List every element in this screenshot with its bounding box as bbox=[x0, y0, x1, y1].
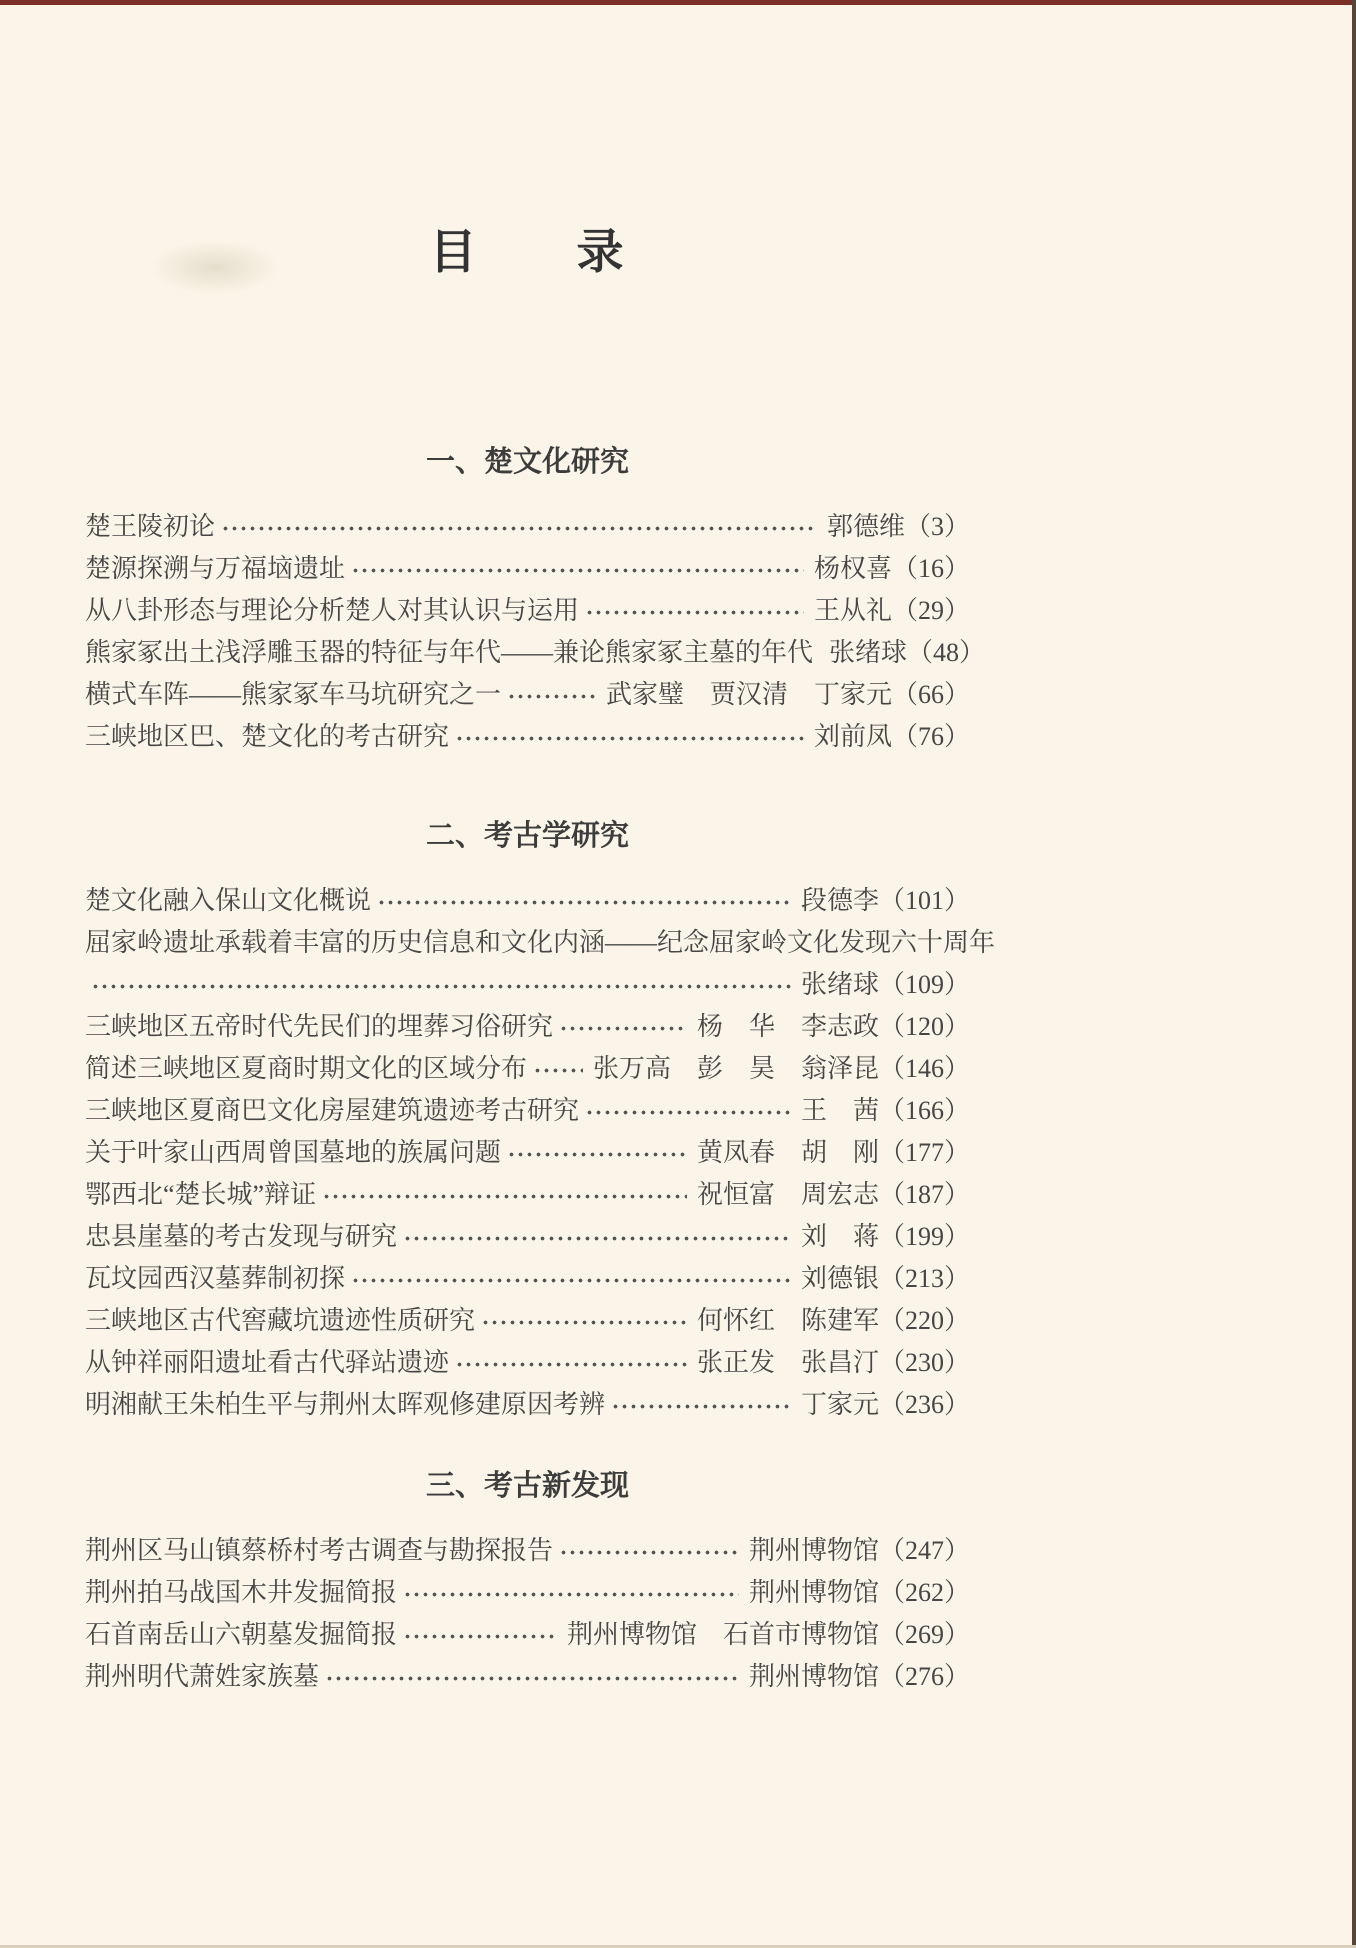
entry-authors: 张绪球 bbox=[800, 970, 879, 999]
entry-authors: 段德李 bbox=[800, 886, 879, 915]
entry-page: （ 236 ） bbox=[879, 1384, 970, 1426]
toc-section bbox=[85, 816, 996, 1426]
entry-title: 三峡地区古代窖藏坑遗迹性质研究 bbox=[85, 1306, 476, 1335]
dot-leader bbox=[403, 1614, 557, 1656]
scan-edge-right bbox=[1352, 0, 1356, 1948]
entry-title: 楚文化融入保山文化概说 bbox=[85, 886, 372, 915]
toc-entry bbox=[85, 1258, 970, 1300]
entry-title: 简述三峡地区夏商时期文化的区域分布 bbox=[85, 1054, 528, 1083]
entry-page: （ 166 ） bbox=[879, 1090, 970, 1132]
toc-content bbox=[85, 0, 996, 1698]
dot-leader bbox=[322, 1174, 687, 1216]
entry-authors: 丁家元 bbox=[800, 1390, 879, 1419]
entry-title: 鄂西北“楚长城”辩证 bbox=[85, 1180, 317, 1209]
dot-leader bbox=[611, 1384, 791, 1426]
entry-page: （ 230 ） bbox=[879, 1342, 970, 1384]
toc-entry bbox=[85, 1614, 970, 1656]
toc-entry bbox=[85, 922, 996, 1006]
entry-authors: 王 茜 bbox=[800, 1096, 879, 1125]
dot-leader bbox=[559, 1530, 739, 1572]
dot-leader bbox=[481, 1300, 687, 1342]
toc-entry bbox=[85, 1174, 970, 1216]
entry-authors: 张万高 彭 昊 翁泽昆 bbox=[592, 1054, 879, 1083]
dot-leader bbox=[507, 1132, 687, 1174]
entry-authors: 刘德银 bbox=[800, 1264, 879, 1293]
toc-entry bbox=[85, 716, 970, 758]
entry-page: （ 16 ） bbox=[892, 548, 970, 590]
entry-title-line bbox=[85, 922, 996, 964]
entry-page: （ 29 ） bbox=[892, 590, 970, 632]
dot-leader bbox=[455, 1342, 687, 1384]
entry-title: 瓦坟园西汉墓葬制初探 bbox=[85, 1264, 346, 1293]
toc-entry bbox=[85, 674, 970, 716]
dot-leader bbox=[403, 1572, 739, 1614]
entry-page: （ 276 ） bbox=[879, 1656, 970, 1698]
toc-entry bbox=[85, 1132, 970, 1174]
toc-entry bbox=[85, 1530, 970, 1572]
dot-leader bbox=[377, 880, 791, 922]
entry-title: 荆州拍马战国木井发掘简报 bbox=[85, 1578, 398, 1607]
entry-authors: 荆州博物馆 bbox=[748, 1662, 879, 1691]
entry-authors: 祝恒富 周宏志 bbox=[696, 1180, 879, 1209]
toc-entry bbox=[85, 1006, 970, 1048]
dot-leader bbox=[533, 1048, 583, 1090]
toc-entry bbox=[85, 1048, 970, 1090]
entry-page: （ 48 ） bbox=[907, 632, 985, 674]
entry-authors: 荆州博物馆 bbox=[748, 1536, 879, 1565]
entry-page: （ 247 ） bbox=[879, 1530, 970, 1572]
entry-ref-line bbox=[85, 964, 970, 1006]
entry-page: （ 101 ） bbox=[879, 880, 970, 922]
toc-sections bbox=[85, 442, 996, 1698]
entry-page: （ 187 ） bbox=[879, 1174, 970, 1216]
dot-leader bbox=[403, 1216, 791, 1258]
entry-title: 荆州区马山镇蔡桥村考古调查与勘探报告 bbox=[85, 1536, 554, 1565]
entry-page: （ 76 ） bbox=[892, 716, 970, 758]
entry-title: 屈家岭遗址承载着丰富的历史信息和文化内涵——纪念屈家岭文化发现六十周年 bbox=[85, 928, 996, 957]
entry-page: （ 177 ） bbox=[879, 1132, 970, 1174]
dot-leader bbox=[221, 506, 817, 548]
entry-title: 横式车阵——熊家冢车马坑研究之一 bbox=[85, 680, 502, 709]
toc-entry bbox=[85, 1656, 970, 1698]
entry-page: （ 213 ） bbox=[879, 1258, 970, 1300]
toc-entry bbox=[85, 1216, 970, 1258]
toc-entry bbox=[85, 880, 970, 922]
entry-title: 楚王陵初论 bbox=[85, 512, 216, 541]
entry-authors: 王从礼 bbox=[813, 596, 892, 625]
entry-page: （ 146 ） bbox=[879, 1048, 970, 1090]
toc-entry bbox=[85, 1384, 970, 1426]
entry-authors: 杨 华 李志政 bbox=[696, 1012, 879, 1041]
dot-leader bbox=[325, 1656, 739, 1698]
entry-title: 石首南岳山六朝墓发掘简报 bbox=[85, 1620, 398, 1649]
entry-title: 荆州明代萧姓家族墓 bbox=[85, 1662, 320, 1691]
entry-authors: 郭德维 bbox=[826, 512, 905, 541]
section-entries bbox=[85, 1530, 970, 1698]
section-heading: 三、考古新发现 bbox=[425, 1470, 629, 1502]
entry-authors: 武家璧 贾汉清 丁家元 bbox=[605, 680, 892, 709]
toc-entry bbox=[85, 506, 970, 548]
toc-entry bbox=[85, 1572, 970, 1614]
entry-page: （ 3 ） bbox=[905, 506, 970, 548]
entry-title: 三峡地区巴、楚文化的考古研究 bbox=[85, 722, 450, 751]
toc-entry bbox=[85, 590, 970, 632]
section-heading: 二、考古学研究 bbox=[425, 820, 629, 852]
entry-authors: 刘 蒋 bbox=[800, 1222, 879, 1251]
toc-section bbox=[85, 442, 970, 758]
entry-title: 三峡地区五帝时代先民们的埋葬习俗研究 bbox=[85, 1012, 554, 1041]
entry-authors: 杨权喜 bbox=[813, 554, 892, 583]
toc-entry bbox=[85, 632, 970, 674]
entry-page: （ 269 ） bbox=[879, 1614, 970, 1656]
toc-entry bbox=[85, 1342, 970, 1384]
entry-authors: 黄凤春 胡 刚 bbox=[696, 1138, 879, 1167]
entry-page: （ 199 ） bbox=[879, 1216, 970, 1258]
entry-page: （ 220 ） bbox=[879, 1300, 970, 1342]
entry-page: （ 120 ） bbox=[879, 1006, 970, 1048]
entry-title: 忠县崖墓的考古发现与研究 bbox=[85, 1222, 398, 1251]
dot-leader bbox=[455, 716, 804, 758]
dot-leader bbox=[351, 1258, 791, 1300]
entry-title: 三峡地区夏商巴文化房屋建筑遗迹考古研究 bbox=[85, 1096, 580, 1125]
entry-authors: 何怀红 陈建军 bbox=[696, 1306, 879, 1335]
dot-leader bbox=[91, 964, 791, 1006]
toc-entry bbox=[85, 1090, 970, 1132]
entry-authors: 张绪球 bbox=[829, 638, 908, 667]
entry-page: （ 109 ） bbox=[879, 964, 970, 1006]
dot-leader bbox=[585, 1090, 791, 1132]
dot-leader bbox=[559, 1006, 687, 1048]
entry-authors: 荆州博物馆 石首市博物馆 bbox=[566, 1620, 879, 1649]
entry-authors: 刘前凤 bbox=[813, 722, 892, 751]
dot-leader bbox=[507, 674, 596, 716]
section-entries bbox=[85, 880, 996, 1426]
section-heading: 一、楚文化研究 bbox=[425, 446, 629, 478]
entry-title: 从八卦形态与理论分析楚人对其认识与运用 bbox=[85, 596, 580, 625]
toc-entry bbox=[85, 548, 970, 590]
entry-title: 明湘献王朱柏生平与荆州太晖观修建原因考辨 bbox=[85, 1390, 606, 1419]
entry-title: 关于叶家山西周曾国墓地的族属问题 bbox=[85, 1138, 502, 1167]
entry-title: 楚源探溯与万福垴遗址 bbox=[85, 554, 346, 583]
section-entries bbox=[85, 506, 970, 758]
page-title: 目 录 bbox=[429, 227, 626, 279]
entry-title: 从钟祥丽阳遗址看古代驿站遗迹 bbox=[85, 1348, 450, 1377]
entry-title: 熊家冢出土浅浮雕玉器的特征与年代——兼论熊家冢主墓的年代 bbox=[85, 638, 814, 667]
toc-entry bbox=[85, 1300, 970, 1342]
entry-page: （ 262 ） bbox=[879, 1572, 970, 1614]
entry-authors: 张正发 张昌汀 bbox=[696, 1348, 879, 1377]
entry-authors: 荆州博物馆 bbox=[748, 1578, 879, 1607]
dot-leader bbox=[585, 590, 804, 632]
entry-page: （ 66 ） bbox=[892, 674, 970, 716]
dot-leader bbox=[351, 548, 804, 590]
toc-section bbox=[85, 1466, 970, 1698]
